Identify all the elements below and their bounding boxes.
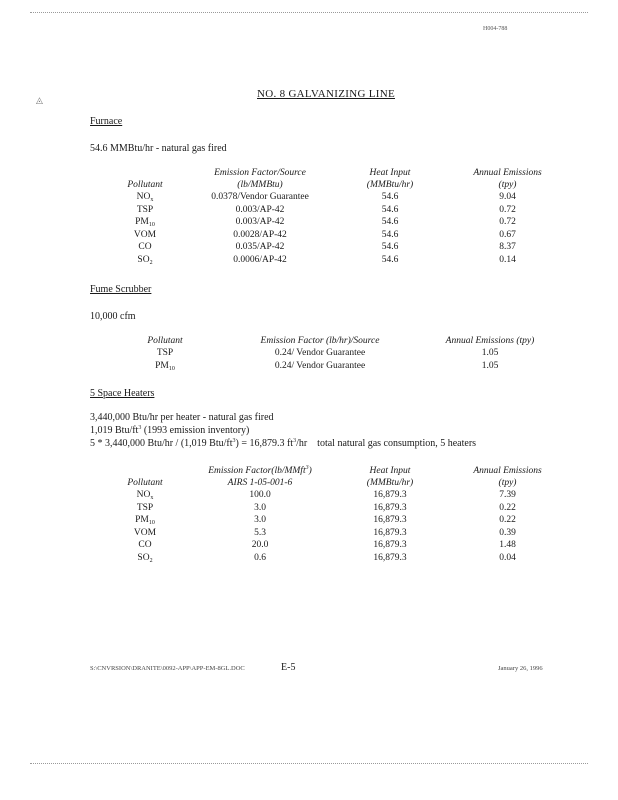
heaters-heading: 5 Space Heaters (90, 388, 155, 399)
table-row: TSP 0.24/ Vendor Guarantee 1.05 (110, 347, 560, 360)
table-row: CO 0.035/AP-42 54.6 8.37 (100, 241, 565, 254)
pollutant-cell: $PM_{10}$ (155, 360, 175, 372)
scrubber-col-annual: Annual Emissions (tpy) (445, 336, 535, 346)
furnace-col-heat-unit: (MMBtu/hr) (366, 180, 414, 190)
heaters-line-1: 3,440,000 Btu/hr per heater - natural gas fired (90, 412, 274, 423)
heaters-col-pollutant: Pollutant (127, 478, 163, 488)
table-row: TSP 3.0 16,879.3 0.22 (100, 502, 565, 515)
heaters-line-3: 5 * 3,440,000 Btu/hr / (1,019 Btu/$ft^3) = 16,879.3$ $ft^3/hr$ total natural gas consumption, 5 heaters (90, 438, 477, 449)
scrubber-spec: 10,000 cfm (90, 311, 136, 322)
margin-mark-icon: ◬ (36, 96, 43, 106)
table-row: $PM_{10}$ 3.0 16,879.3 0.22 (100, 514, 565, 527)
table-row: $PM_{10}$ 0.24/ Vendor Guarantee 1.05 (110, 360, 560, 373)
pollutant-cell: $NO_x$ (136, 490, 154, 501)
pollutant-cell: TSP (136, 502, 154, 513)
pollutant-cell: CO (138, 540, 152, 550)
furnace-col-heat: Heat Input (369, 168, 411, 178)
pollutant-cell: $NO_x$ (136, 192, 154, 203)
pollutant-cell: TSP (136, 204, 154, 215)
bottom-dotted-border (30, 763, 588, 764)
furnace-col-annual-unit: (tpy) (498, 180, 517, 190)
table-row: $PM_{10}$ 0.003/AP-42 54.6 0.72 (100, 216, 565, 229)
table-row: $NO_x$ 0.0378/Vendor Guarantee 54.6 9.04 (100, 191, 565, 204)
heaters-col-heat: Heat Input (369, 466, 411, 476)
pollutant-cell: CO (138, 242, 152, 252)
furnace-col-annual: Annual Emissions (473, 168, 542, 178)
top-dotted-border (30, 12, 588, 13)
pollutant-cell: VOM (133, 527, 157, 538)
table-row: $NO_x$ 100.0 16,879.3 7.39 (100, 489, 565, 502)
table-row: TSP 0.003/AP-42 54.6 0.72 (100, 204, 565, 217)
furnace-col-factor-unit: (lb/MMBtu) (237, 180, 283, 190)
pollutant-cell: $SO_2$ (137, 552, 153, 564)
pollutant-cell: $PM_{10}$ (135, 515, 155, 526)
pollutant-cell: TSP (156, 348, 174, 358)
scrubber-col-factor: Emission Factor (lb/hr)/Source (260, 336, 380, 346)
footer-file-path: S:\CNVRSION\DRANITE\0092-APP\APP-EM-8GL.DOC (90, 665, 245, 672)
pollutant-cell: VOM (133, 229, 157, 240)
pollutant-cell: $SO_2$ (137, 254, 153, 266)
doc-code: H004-788 (483, 26, 508, 32)
pollutant-cell: $PM_{10}$ (135, 217, 155, 228)
footer-date: January 26, 1996 (498, 665, 543, 672)
heaters-col-annual-unit: (tpy) (498, 478, 517, 488)
heaters-col-heat-unit: (MMBtu/hr) (366, 478, 414, 488)
table-row: VOM 0.0028/AP-42 54.6 0.67 (100, 229, 565, 242)
heaters-col-annual: Annual Emissions (473, 466, 542, 476)
scrubber-col-pollutant: Pollutant (147, 336, 183, 346)
table-row: $SO_2$ 0.6 16,879.3 0.04 (100, 552, 565, 565)
furnace-spec: 54.6 MMBtu/hr - natural gas fired (90, 143, 227, 154)
heaters-line-2: 1,019 Btu/$ft^3$ (1993 emission inventory) (90, 425, 250, 436)
footer-page-number: E-5 (281, 662, 296, 673)
page-title: NO. 8 GALVANIZING LINE (257, 88, 395, 100)
heaters-table (100, 465, 565, 564)
scrubber-table (110, 335, 560, 372)
furnace-col-factor: Emission Factor/Source (214, 168, 306, 178)
heaters-col-factor-source: AIRS 1-05-001-6 (227, 478, 293, 488)
furnace-table (100, 167, 565, 266)
scrubber-heading: Fume Scrubber (90, 284, 152, 295)
heaters-col-factor: Emission Factor(lb/MMft$^3$) (208, 465, 312, 476)
furnace-col-pollutant: Pollutant (127, 180, 163, 190)
table-row: VOM 5.3 16,879.3 0.39 (100, 527, 565, 540)
table-row: CO 20.0 16,879.3 1.48 (100, 539, 565, 552)
furnace-heading: Furnace (90, 116, 123, 127)
table-row: $SO_2$ 0.0006/AP-42 54.6 0.14 (100, 254, 565, 267)
